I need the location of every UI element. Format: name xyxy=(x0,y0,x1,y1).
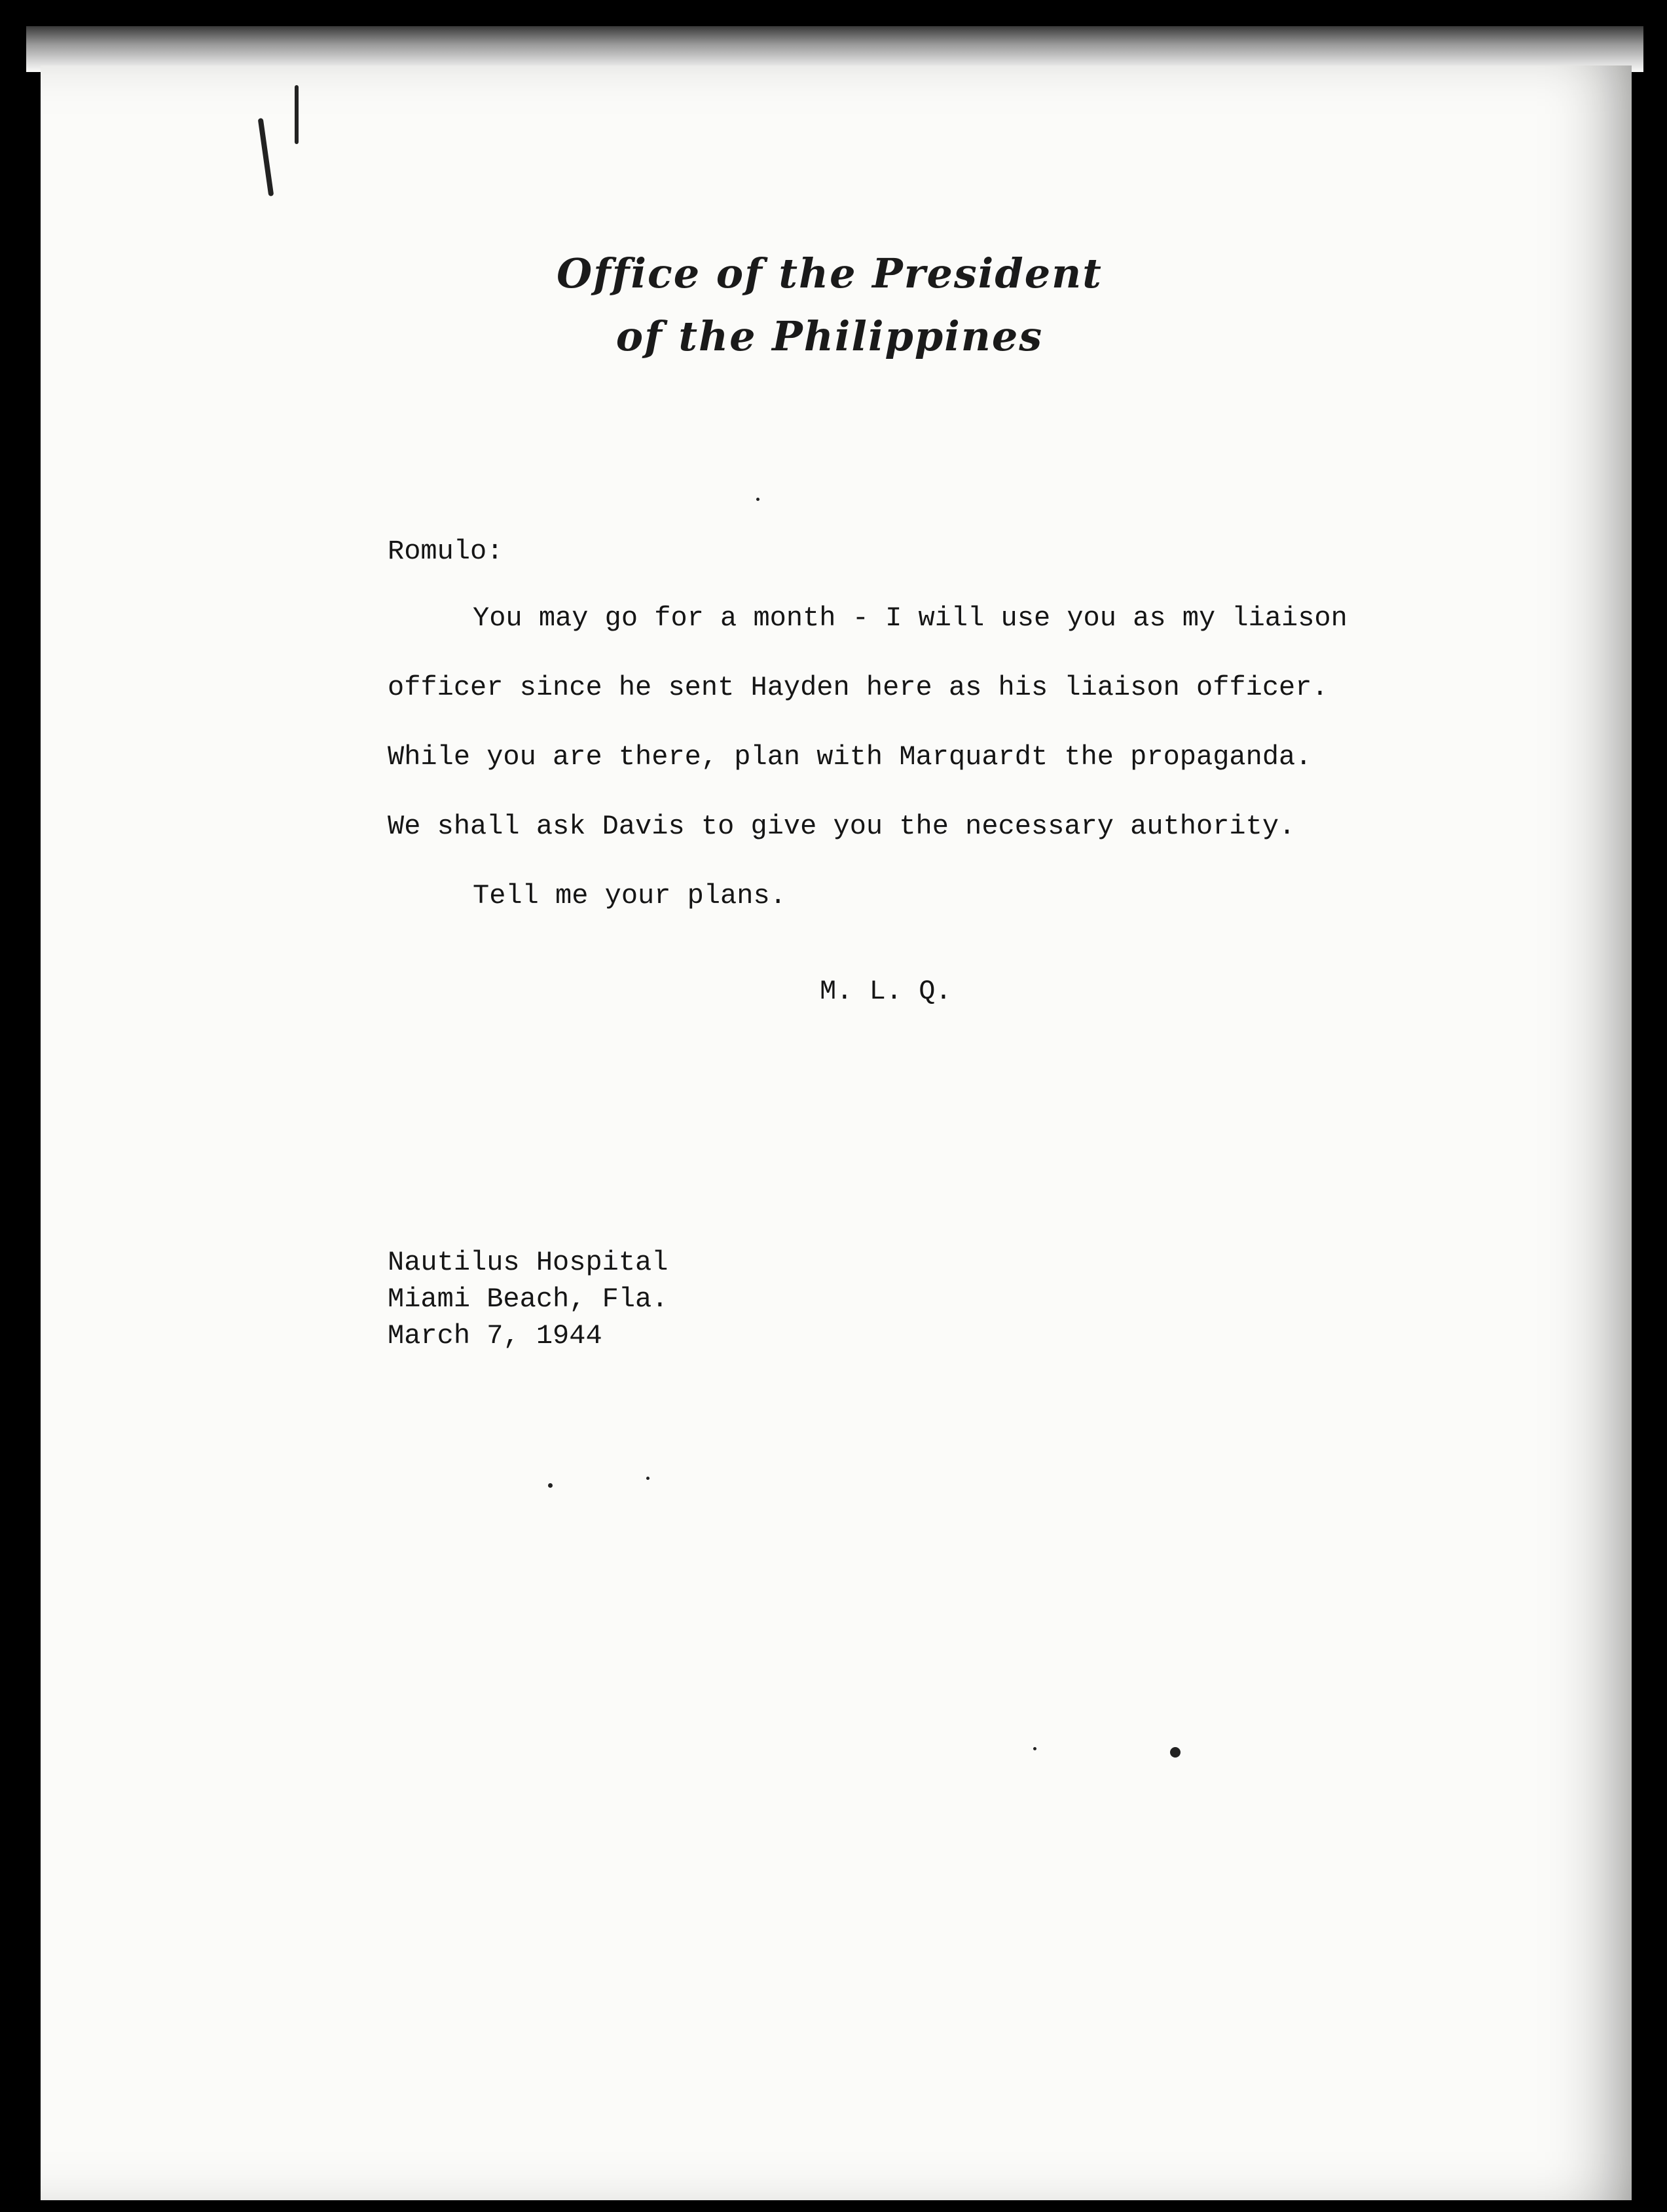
date-line: March 7, 1944 xyxy=(388,1320,602,1352)
salutation: Romulo: xyxy=(388,536,504,567)
letterhead-line-2: of the Philippines xyxy=(615,312,1044,360)
body-line-1: You may go for a month - I will use you as my liaison xyxy=(473,602,1347,634)
body-line-3: While you are there, plan with Marquardt the propaganda. xyxy=(388,741,1312,773)
ink-speck xyxy=(646,1477,650,1480)
ink-speck xyxy=(1033,1747,1036,1750)
punch-mark xyxy=(258,118,274,196)
body-line-4: We shall ask Davis to give you the necessary authority. xyxy=(388,811,1296,842)
ink-speck xyxy=(1170,1747,1181,1758)
signature-initials: M. L. Q. xyxy=(820,976,952,1007)
address-line-1: Nautilus Hospital xyxy=(388,1247,669,1278)
letter-sheet xyxy=(41,65,1632,2200)
letterhead-line-1: Office of the President xyxy=(557,249,1103,297)
ink-speck xyxy=(756,498,760,501)
letterhead xyxy=(41,242,1632,368)
ink-speck xyxy=(548,1483,553,1488)
body-line-5: Tell me your plans. xyxy=(473,880,786,912)
body-line-2: officer since he sent Hayden here as his liaison officer. xyxy=(388,672,1328,703)
address-line-2: Miami Beach, Fla. xyxy=(388,1283,669,1315)
punch-mark xyxy=(295,85,299,144)
